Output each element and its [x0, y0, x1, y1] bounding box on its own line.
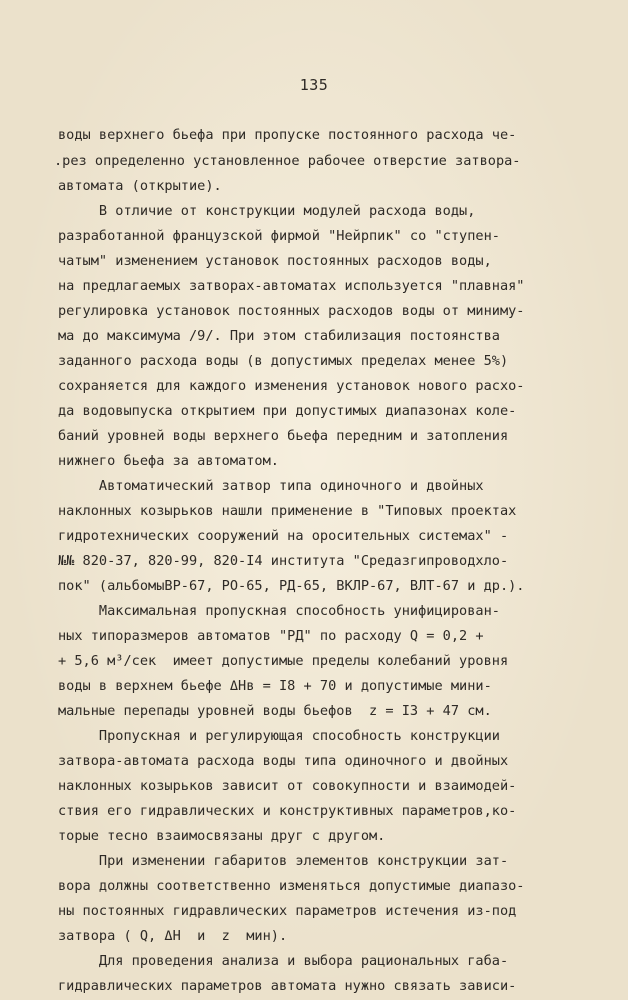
text-line: воды верхнего бьефа при пропуске постоянного расхода че-	[58, 127, 517, 143]
text-line: гидравлических параметров автомата нужно связать зависи-	[58, 978, 517, 994]
text-line: В отличие от конструкции модулей расхода воды,	[58, 203, 476, 219]
text-line: Для проведения анализа и выбора рациональных габа-	[58, 953, 509, 969]
text-line: №№ 820-37, 820-99, 820-I4 института "Средазгипроводхло-	[58, 553, 509, 569]
text-line: ных типоразмеров автоматов "РД" по расходу Q = 0,2 +	[58, 628, 484, 644]
text-line: заданного расхода воды (в допустимых пределах менее 5%)	[58, 353, 509, 369]
page-number: 135	[299, 76, 329, 94]
text-line: мальные перепады уровней воды бьефов z = I3 + 47 см.	[58, 703, 492, 719]
text-line: нижнего бьефа за автоматом.	[58, 453, 279, 469]
text-line: да водовыпуска открытием при допустимых диапазонах коле-	[58, 403, 517, 419]
text-line: регулировка установок постоянных расходов воды от миниму-	[58, 303, 525, 319]
text-line: затвора ( Q, ΔH и z мин).	[58, 928, 288, 944]
text-line: ствия его гидравлических и конструктивных параметров,ко-	[58, 803, 517, 819]
text-line: разработанной французской фирмой "Нейрпик" со "ступен-	[58, 228, 500, 244]
text-line: наклонных козырьков нашли применение в "Типовых проектах	[58, 503, 517, 519]
text-line: Пропускная и регулирующая способность конструкции	[58, 728, 500, 744]
text-line: гидротехнических сооружений на оросительных системах" -	[58, 528, 509, 544]
text-line: на предлагаемых затворах-автоматах используется "плавная"	[58, 278, 525, 294]
text-line: .рез определенно установленное рабочее отверстие затвора-	[54, 153, 521, 169]
text-line: сохраняется для каждого изменения установок нового расхо-	[58, 378, 525, 394]
text-line: затвора-автомата расхода воды типа одиночного и двойных	[58, 753, 509, 769]
text-line: чатым" изменением установок постоянных расходов воды,	[58, 253, 492, 269]
text-line: вора должны соответственно изменяться допустимые диапазо-	[58, 878, 525, 894]
text-line: + 5,6 м³/сек имеет допустимые пределы колебаний уровня	[58, 653, 509, 669]
text-line: ма до максимума /9/. При этом стабилизация постоянства	[58, 328, 500, 344]
text-line: При изменении габаритов элементов конструкции зат-	[58, 853, 509, 869]
text-line: Автоматический затвор типа одиночного и двойных	[58, 478, 484, 494]
text-line: торые тесно взаимосвязаны друг с другом.	[58, 828, 386, 844]
text-line: ны постоянных гидравлических параметров истечения из-под	[58, 903, 517, 919]
text-line: баний уровней воды верхнего бьефа передним и затопления	[58, 428, 509, 444]
text-line: автомата (открытие).	[58, 178, 222, 194]
text-line: наклонных козырьков зависит от совокупности и взаимодей-	[58, 778, 517, 794]
text-line: воды в верхнем бьефе ΔHв = I8 + 70 и допустимые мини-	[58, 678, 492, 694]
text-line: пок" (альбомыВР-67, РО-65, РД-65, ВКЛР-67, ВЛТ-67 и др.).	[58, 578, 525, 594]
text-line: Максимальная пропускная способность унифицирован-	[58, 603, 500, 619]
